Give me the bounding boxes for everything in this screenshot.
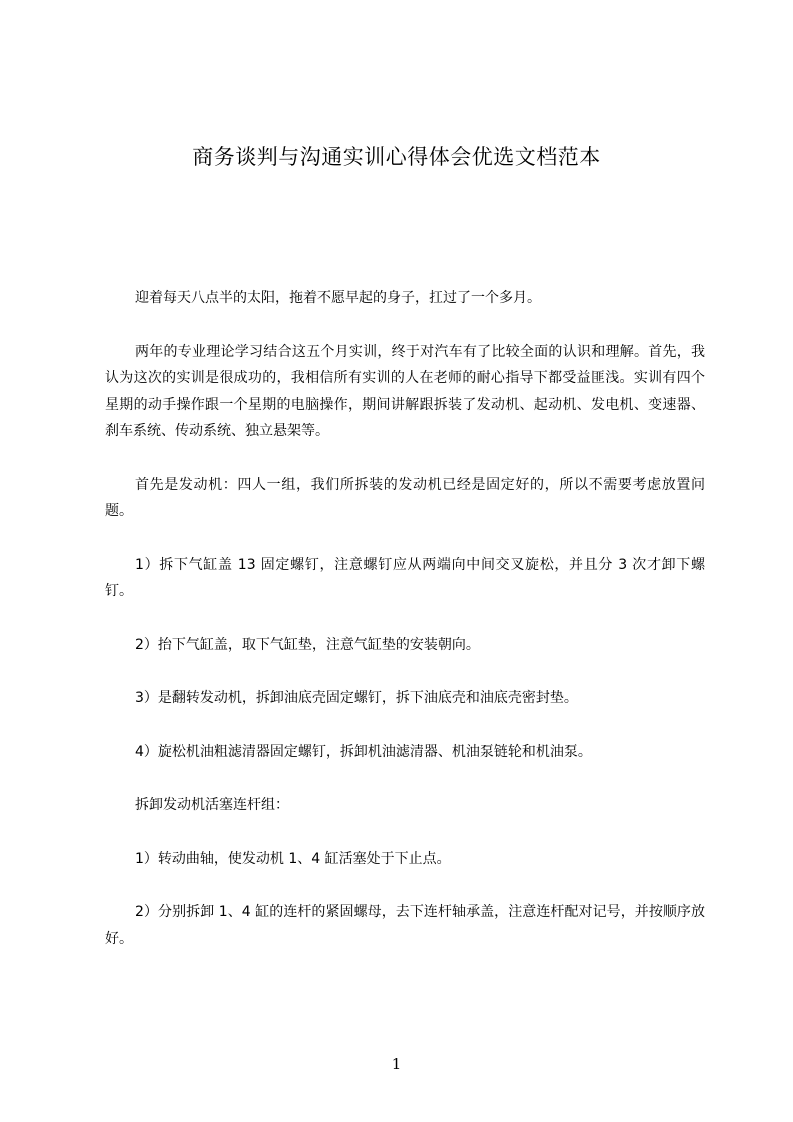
paragraph-step-2: 2）抬下气缸盖，取下气缸垫，注意气缸垫的安装朝向。 xyxy=(135,636,480,653)
paragraph-piston-step-2: 2）分别拆卸 1、4 缸的连杆的紧固螺母，去下连杆轴承盖，注意连杆配对记号，并按顺序放好。 xyxy=(105,904,705,947)
document-title: 商务谈判与沟通实训心得体会优选文档范本 xyxy=(192,145,601,169)
paragraph-piston-step-1: 1）转动曲轴，使发动机 1、4 缸活塞处于下止点。 xyxy=(135,850,451,867)
document-body xyxy=(105,285,705,979)
paragraph-step-1: 1）拆下气缸盖 13 固定螺钉，注意螺钉应从两端向中间交叉旋松，并且分 3 次才卸下螺钉。 xyxy=(105,556,705,599)
paragraph-intro: 迎着每天八点半的太阳，拖着不愿早起的身子，扛过了一个多月。 xyxy=(135,290,541,306)
paragraph-piston-heading: 拆卸发动机活塞连杆组： xyxy=(135,797,289,813)
paragraph-step-3: 3）是翻转发动机，拆卸油底壳固定螺钉，拆下油底壳和油底壳密封垫。 xyxy=(135,690,578,706)
paragraph-step-4: 4）旋松机油粗滤清器固定螺钉，拆卸机油滤清器、机油泵链轮和机油泵。 xyxy=(135,743,592,760)
paragraph-engine: 首先是发动机：四人一组，我们所拆装的发动机已经是固定好的，所以不需要考虑放置问题。 xyxy=(105,476,705,519)
paragraph-overview: 两年的专业理论学习结合这五个月实训，终于对汽车有了比较全面的认识和理解。首先，我认为这次的实训是很成功的，我相信所有实训的人在老师的耐心指导下都受益匪浅。实训有四个星期的动手操作跟一个星期的电脑操作，期间讲解跟拆装了发动机、起动机、发电机、变速器、刹车系统、传动系统、独立悬架等。 xyxy=(105,343,705,439)
page-number: 1 xyxy=(391,1055,402,1073)
